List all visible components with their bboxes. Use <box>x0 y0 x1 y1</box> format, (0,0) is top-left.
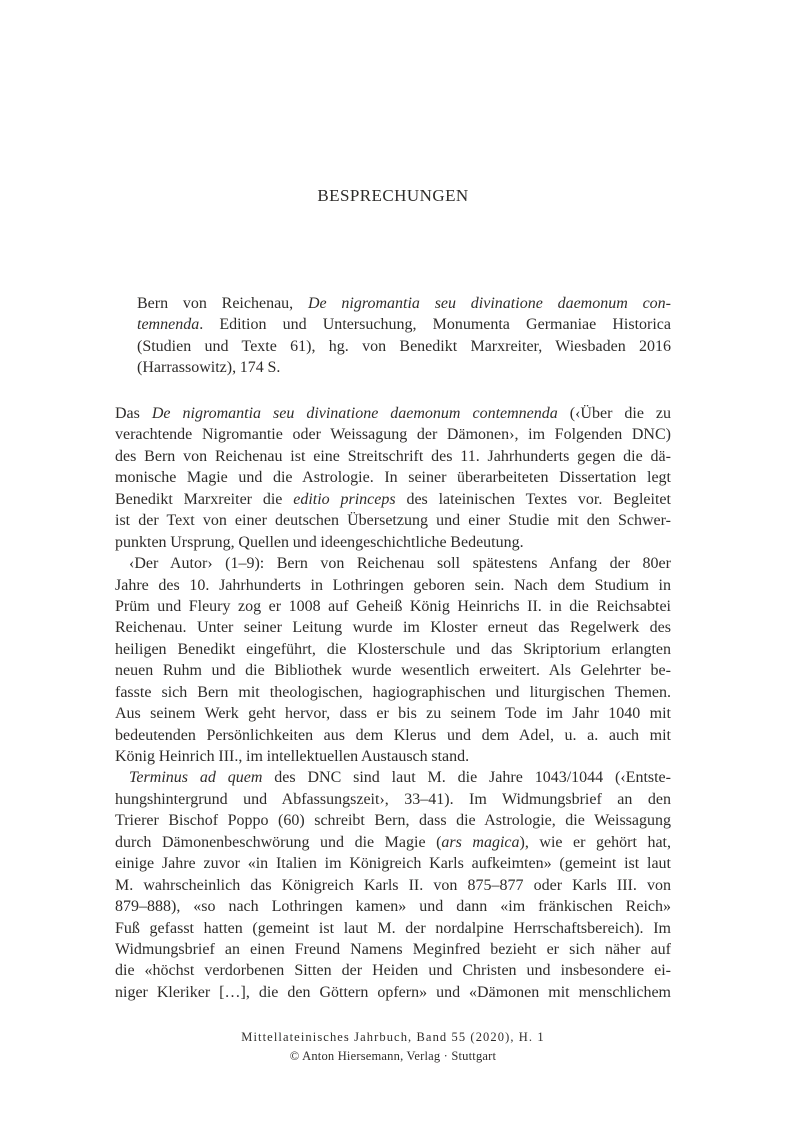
text-segment: Prüm und Fleury zog er 1008 auf Geheiß König Heinrichs II. in die Reichsabtei <box>115 597 671 615</box>
text-segment: König Heinrich III., im intellektuellen Austausch stand. <box>115 748 470 765</box>
text-line <box>115 617 671 638</box>
text-segment: ), wie er gehört hat, <box>519 833 671 851</box>
text-line <box>115 746 671 767</box>
journal-line: Mittellateinisches Jahrbuch, Band 55 (2020), H. 1 <box>241 1030 545 1044</box>
text-segment: des DNC sind laut M. die Jahre 1043/1044 (‹Entste- <box>262 769 671 787</box>
text-line <box>115 596 671 617</box>
text-segment: ist der Text von einer deutschen Übersetzung und einer Studie mit den Schwer- <box>115 512 671 530</box>
text-line <box>115 918 671 939</box>
italic-text-segment: Terminus ad quem <box>129 769 263 787</box>
text-segment: (Harrassowitz), 174 S. <box>137 359 281 377</box>
text-segment: ‹Der Autor› (1–9): Bern von Reichenau soll spätestens Anfang der 80er <box>129 555 671 573</box>
text-segment: Bern von Reichenau, <box>137 295 308 312</box>
text-segment: heiligen Benedikt eingeführt, die Klosterschule und das Skriptorium erlangten <box>115 640 671 658</box>
text-block <box>115 0 671 1129</box>
text-line <box>115 489 671 510</box>
text-line <box>115 510 671 531</box>
text-line <box>115 424 671 445</box>
text-line <box>115 575 671 596</box>
paragraph <box>115 553 671 767</box>
text-line <box>115 682 671 703</box>
text-segment: punkten Ursprung, Quellen und ideengeschichtliche Bedeutung. <box>115 533 524 551</box>
text-segment: . Edition und Untersuchung, Monumenta Germaniae Historica <box>199 316 671 334</box>
text-segment: M. wahrscheinlich das Königreich Karls II. von 875–877 oder Karls III. von <box>115 876 671 894</box>
text-segment: Trierer Bischof Poppo (60) schreibt Bern, dass die Astrologie, die Weissagung <box>115 812 671 830</box>
text-line <box>115 703 671 724</box>
text-line <box>115 875 671 896</box>
italic-text-segment: ars magica <box>441 833 520 851</box>
text-line <box>137 293 671 314</box>
text-line <box>115 789 671 810</box>
review-body <box>115 403 671 1003</box>
text-segment: 879–888), «so nach Lothringen kamen» und dann «im fränkischen Reich» <box>115 898 671 916</box>
text-line <box>115 810 671 831</box>
paragraph <box>115 403 671 553</box>
text-line <box>115 939 671 960</box>
text-segment: Das <box>115 405 152 422</box>
text-line <box>115 960 671 981</box>
text-segment: des Bern von Reichenau ist eine Streitschrift des 11. Jahrhunderts gegen die dä- <box>115 447 671 465</box>
text-segment: Benedikt Marxreiter die <box>115 490 294 508</box>
text-line <box>115 660 671 681</box>
text-segment: bedeutenden Persönlichkeiten aus dem Klerus und dem Adel, u. a. auch mit <box>115 726 671 744</box>
text-segment: verachtende Nigromantie oder Weissagung der Dämonen›, im Folgenden DNC) <box>115 426 671 444</box>
text-line <box>137 336 671 357</box>
text-segment: (Studien und Texte 61), hg. von Benedikt Marxreiter, Wiesbaden 2016 <box>137 337 671 355</box>
text-line <box>115 639 671 660</box>
text-line <box>137 357 671 378</box>
text-line <box>115 467 671 488</box>
text-line <box>115 982 671 1003</box>
text-segment: Reichenau. Unter seiner Leitung wurde im Kloster erneut das Regelwerk des <box>115 619 671 637</box>
text-segment: durch Dämonenbeschwörung und die Magie ( <box>115 833 442 851</box>
copyright-line: © Anton Hiersemann, Verlag · Stuttgart <box>289 1049 497 1063</box>
text-line <box>115 896 671 917</box>
text-line <box>115 553 671 574</box>
page-footer <box>115 1029 671 1065</box>
text-line <box>115 446 671 467</box>
text-segment: Fuß gefasst hatten (gemeint ist laut M. der nordalpine Herrschaftsbereich). Im <box>115 919 671 937</box>
text-segment: niger Kleriker […], die den Göttern opfern» und «Dämonen mit menschlichem <box>115 983 671 1001</box>
text-line <box>115 853 671 874</box>
text-line <box>115 767 671 788</box>
text-line <box>115 832 671 853</box>
italic-text-segment: temnenda <box>137 316 200 334</box>
text-segment: (‹Über die zu <box>557 405 671 422</box>
text-segment: die «höchst verdorbenen Sitten der Heiden und Christen und insbesondere ei- <box>115 962 671 980</box>
paragraph <box>115 767 671 1003</box>
citation-block <box>137 293 671 379</box>
italic-text-segment: editio princeps <box>293 490 396 508</box>
text-segment: Widmungsbrief an einen Freund Namens Meginfred bezieht er sich näher auf <box>115 940 671 958</box>
text-segment: neuen Ruhm und die Bibliothek wurde wesentlich erweitert. Als Gelehrter be- <box>115 662 671 680</box>
text-segment: monische Magie und die Astrologie. In seiner überarbeiteten Dissertation legt <box>115 469 671 487</box>
text-line <box>137 314 671 335</box>
text-line <box>115 403 671 424</box>
text-segment: hungshintergrund und Abfassungszeit›, 33–41). Im Widmungsbrief an den <box>115 790 671 808</box>
text-segment: Jahre des 10. Jahrhunderts in Lothringen geboren sein. Nach dem Studium in <box>115 576 671 594</box>
italic-text-segment: De nigromantia seu divinatione daemonum contemnenda <box>151 405 558 422</box>
text-line <box>115 725 671 746</box>
text-line <box>115 532 671 553</box>
section-heading: BESPRECHUNGEN <box>317 186 469 205</box>
text-segment: fasste sich Bern mit theologischen, hagiographischen und liturgischen Themen. <box>115 683 671 701</box>
text-segment: Aus seinem Werk geht hervor, dass er bis zu seinem Tode im Jahr 1040 mit <box>115 705 671 723</box>
italic-text-segment: De nigromantia seu divinatione daemonum con- <box>307 295 671 312</box>
text-segment: des lateinischen Textes vor. Begleitet <box>395 490 671 508</box>
text-segment: einige Jahre zuvor «in Italien im Königreich Karls aufkeimten» (gemeint ist laut <box>115 855 671 873</box>
